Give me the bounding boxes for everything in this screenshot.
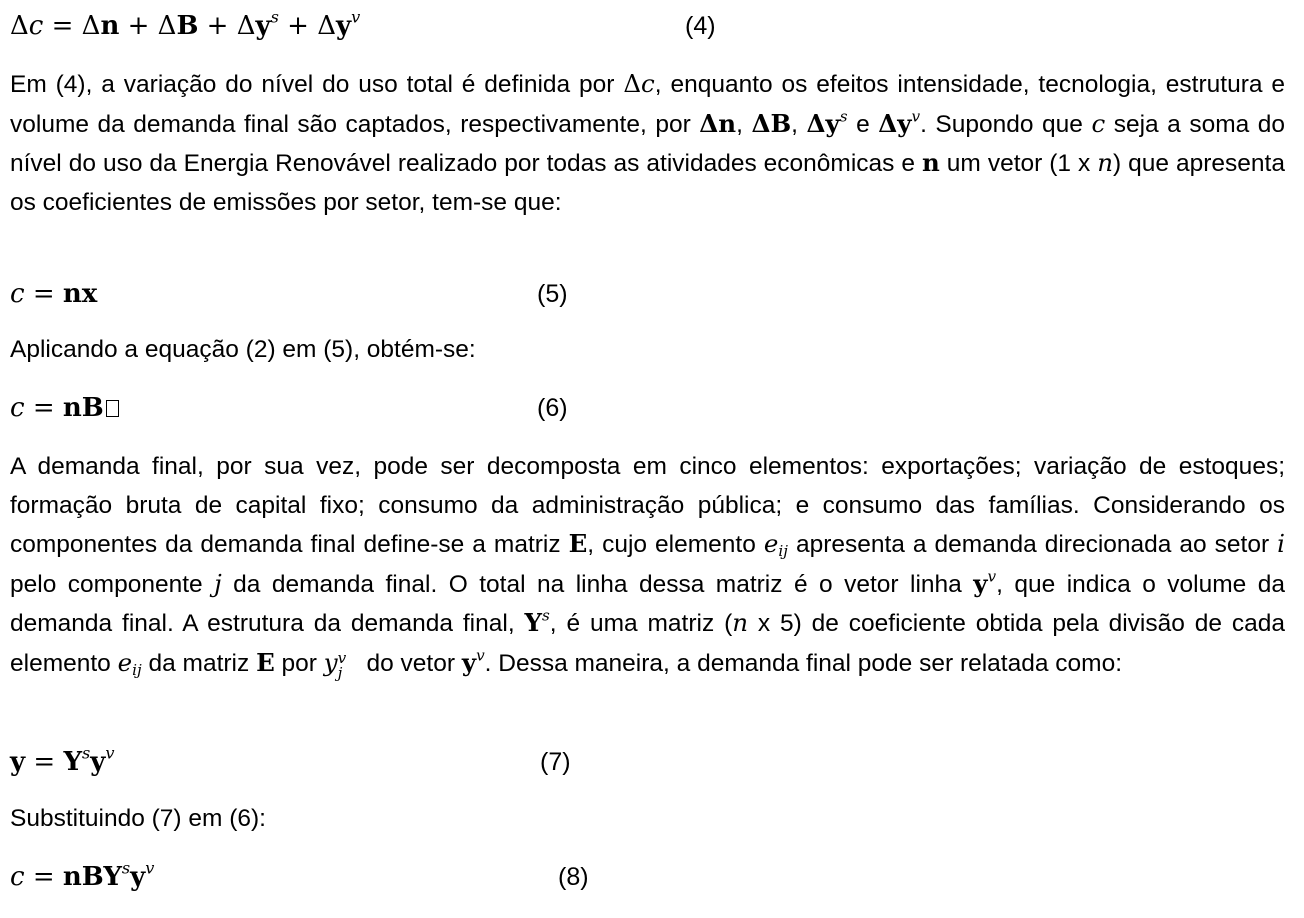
paragraph-3: A demanda final, por sua vez, pode ser decomposta em cinco elementos: exportações; variação de estoques; formação bruta de capital fixo; consumo da administração pública; e consumo das famílias. Considerando os componentes da demanda final define-se a matriz E, cujo elemento $e_{ij}$ apresenta a demanda direcionada ao setor i pelo componente j da demanda final. O total na linha dessa matriz é o vetor linha $y^v$, que indica o volume da demanda final. A estrutura da demanda final, $Y^s$, é uma matriz (n x 5) de coeficiente obtida pela divisão de cada elemento $e_{ij}$ da matriz E por y v j do vetor $y^v$. Dessa maneira, a demanda final pode ser relatada como: (10, 453, 1285, 683)
paragraph-2: Aplicando a equação (2) em (5), obtém-se: (10, 336, 476, 363)
paragraph-3-text: apresenta a demanda direcionada ao setor (787, 531, 1278, 558)
paragraph-3-text: por (274, 649, 324, 677)
equation-4 (10, 6, 1290, 46)
paragraph-3-text: , é uma matriz ( (549, 610, 733, 637)
paragraph-3-text: , que indica o volume da demanda final. A estrutura da demanda final, (10, 570, 1285, 637)
paragraph-3-text: do vetor (359, 649, 462, 677)
equation-8-number: (8) (558, 863, 589, 891)
equation-7 (10, 742, 1290, 782)
equation-7-expression: $y = Y^sy^v$ (10, 743, 115, 777)
paragraph-1-text: e (847, 110, 879, 138)
paragraph-1-text: . Supondo que (920, 110, 1092, 138)
paragraph-1-text: , enquanto os efeitos intensidade, tecnologia, estrutura e volume da demanda final são captados, respectivamente, por (10, 71, 1285, 138)
equation-4-expression: $\Delta c = \Delta n + \Delta B + \Delta y^s + \Delta y^v$ (10, 7, 361, 41)
paragraph-1-text: seja a soma do nível do uso da Energia Renovável realizado por todas as atividades econômicas e (10, 110, 1286, 177)
paragraph-3-text: da matriz (141, 649, 257, 677)
paragraph-1-text: Em (4), a variação do nível do uso total é definida por (10, 71, 624, 98)
paragraph-1-text: , (736, 110, 752, 138)
equation-7-number: (7) (540, 748, 571, 776)
missing-glyph-icon (106, 400, 119, 417)
paragraph-4: Substituindo (7) em (6): (10, 805, 266, 832)
paragraph-3-text: da demanda final. O total na linha dessa matriz é o vetor linha (221, 570, 974, 598)
equation-6-number: (6) (537, 394, 568, 422)
paragraph-1-text: ) que apresenta os coeficientes de emissões por setor, tem-se que: (10, 150, 1285, 216)
equation-8-expression: $c = nBY^sy^v$ (10, 858, 155, 892)
paragraph-3-text: pelo componente (10, 570, 215, 598)
equation-8 (10, 857, 1290, 897)
paragraph-3-text: , cujo elemento (587, 531, 764, 558)
equation-5-number: (5) (537, 280, 568, 308)
paragraph-3-text: A demanda final, por sua vez, pode ser decomposta em cinco elementos: exportações; variação de estoques; formação bruta de capital fixo; consumo da administração pública; e consumo das famílias. Considerando os componentes da demanda final define-se a matriz (10, 453, 1285, 558)
paragraph-3-text: . Dessa maneira, a demanda final pode ser relatada como: (484, 649, 1123, 677)
paragraph-1-text: , (791, 110, 807, 138)
paragraph-3-text: x 5) de coeficiente obtida pela divisão de cada elemento (10, 610, 1285, 677)
equation-6 (10, 388, 1290, 428)
equation-4-number: (4) (685, 12, 716, 40)
paragraph-1: Em (4), a variação do nível do uso total é definida por Δc, enquanto os efeitos intensidade, tecnologia, estrutura e volume da demanda final são captados, respectivamente, por Δn, ΔB, $\Delta y^s$ e $\Delta y^v$. Supondo que c seja a soma do nível do uso da Energia Renovável realizado por todas as atividades econômicas e n um vetor (1 x n) que apresenta os coeficientes de emissões por setor, tem-se que: (10, 69, 1286, 216)
equation-5 (10, 274, 1290, 314)
equation-6-expression: c = nB (10, 388, 119, 428)
equation-5-expression: c = nx (10, 279, 98, 309)
paragraph-1-text: um vetor (1 x (939, 150, 1098, 177)
